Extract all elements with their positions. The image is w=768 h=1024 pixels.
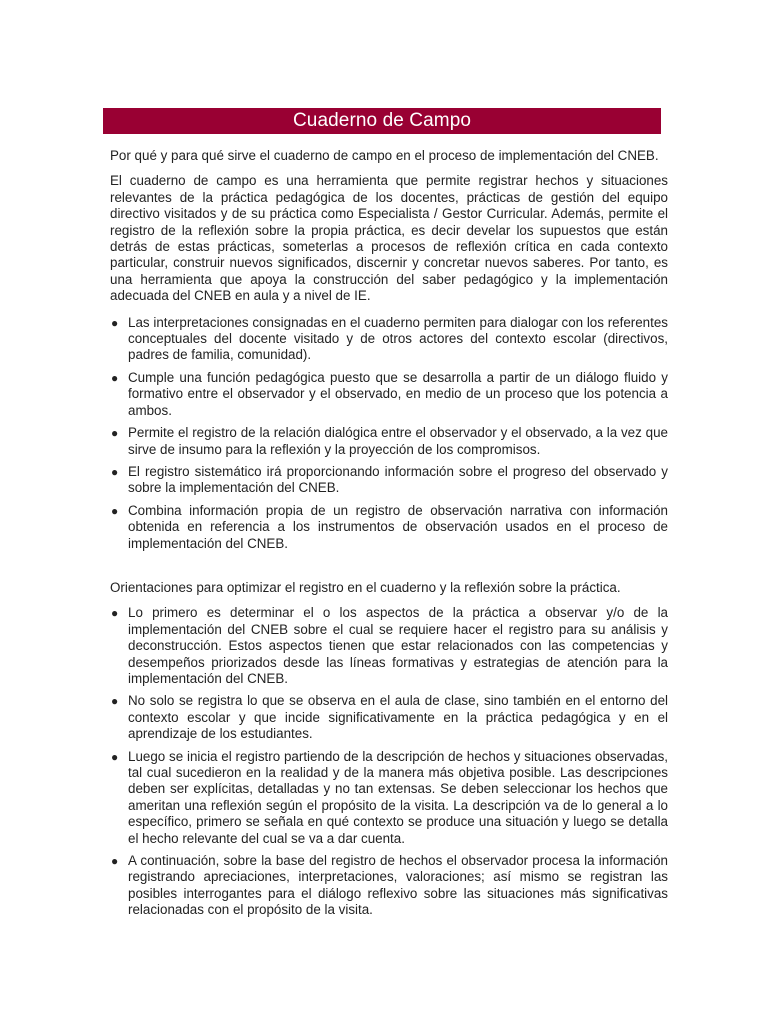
bullet-list-1 <box>110 315 668 552</box>
list-item: ● Permite el registro de la relación dialógica entre el observador y el observado, a la vez que sirve de insumo para la reflexión y la proyección de los compromisos. <box>111 425 668 457</box>
list-item: ● El registro sistemático irá proporcionando información sobre el progreso del observado y sobre la implementación del CNEB. <box>111 463 668 496</box>
list-item: ● Luego se inicia el registro partiendo de la descripción de hechos y situaciones observadas, tal cual sucedieron en la realidad y de la manera más objetiva posible. Las descripciones deben ser explícitas, detalladas y no tan extensas. Se deben seleccionar los hechos que ameritan una reflexión según el propósito de la visita. La descripción va de lo general a lo específico, primero se señala en qué contexto se produce una situación y luego se detalla el hecho relevante del cual se va a dar cuenta. <box>111 748 668 846</box>
list-item: ● No solo se registra lo que se observa en el aula de clase, sino también en el entorno del contexto escolar y que incide significativamente en la práctica pedagógica y en el aprendizaje de los estudiantes. <box>111 693 668 742</box>
section-spacer <box>110 558 668 580</box>
bullet-icon: ● <box>111 694 119 709</box>
document-body <box>110 148 668 925</box>
bullet-list-2 <box>110 605 668 918</box>
list-item: ● Lo primero es determinar el o los aspectos de la práctica a observar y/o de la implementación del CNEB sobre el cual se requiere hacer el registro para su análisis y deconstrucción. Estos aspectos tienen que estar relacionados con las competencias y desempeños priorizados desde las líneas formativas y estrategias de atención para la implementación del CNEB. <box>111 605 668 686</box>
list-item: ● Las interpretaciones consignadas en el cuaderno permiten para dialogar con los referentes conceptuales del docente visitado y de otros actores del contexto escolar (directivos, padres de familia, comunidad). <box>111 314 668 363</box>
list-item: ● Combina información propia de un registro de observación narrativa con información obtenida en referencia a los instrumentos de observación usados en el proceso de implementación del CNEB. <box>111 502 668 551</box>
bullet-icon: ● <box>111 749 119 764</box>
intro-paragraph: El cuaderno de campo es una herramienta que permite registrar hechos y situaciones relevantes de la práctica pedagógica de los docentes, prácticas de gestión del equipo directivo visitados y de su práctica como Especialista / Gestor Curricular. Además, permite el registro de la reflexión sobre la propia práctica, es decir develar los supuestos que están detrás de estas prácticas, someterlas a procesos de reflexión crítica en cada contexto particular, construir nuevos significados, discernir y concretar nuevos saberes. Por tanto, es una herramienta que apoya la construcción del saber pedagógico y la implementación adecuada del CNEB en aula y a nivel de IE. <box>110 173 668 304</box>
list-item: ● A continuación, sobre la base del registro de hechos el observador procesa la información registrando apreciaciones, interpretaciones, valoraciones; así mismo se registran las posibles interrogantes para el diálogo reflexivo sobre las situaciones más significativas relacionadas con el propósito de la visita. <box>111 853 668 918</box>
section-heading-2: Orientaciones para optimizar el registro en el cuaderno y la reflexión sobre la práctica. <box>110 579 621 595</box>
bullet-icon: ● <box>111 854 119 869</box>
section-heading-1: Por qué y para qué sirve el cuaderno de campo en el proceso de implementación del CNEB. <box>110 148 659 163</box>
document-title: Cuaderno de Campo <box>103 108 661 134</box>
bullet-icon: ● <box>111 315 119 330</box>
bullet-icon: ● <box>111 606 119 621</box>
bullet-icon: ● <box>111 426 119 441</box>
bullet-icon: ● <box>111 503 119 518</box>
bullet-icon: ● <box>111 370 119 385</box>
list-item: ● Cumple una función pedagógica puesto que se desarrolla a partir de un diálogo fluido y formativo entre el observador y el observado, en medio de un proceso que los potencia a ambos. <box>111 369 668 418</box>
bullet-icon: ● <box>111 464 119 479</box>
